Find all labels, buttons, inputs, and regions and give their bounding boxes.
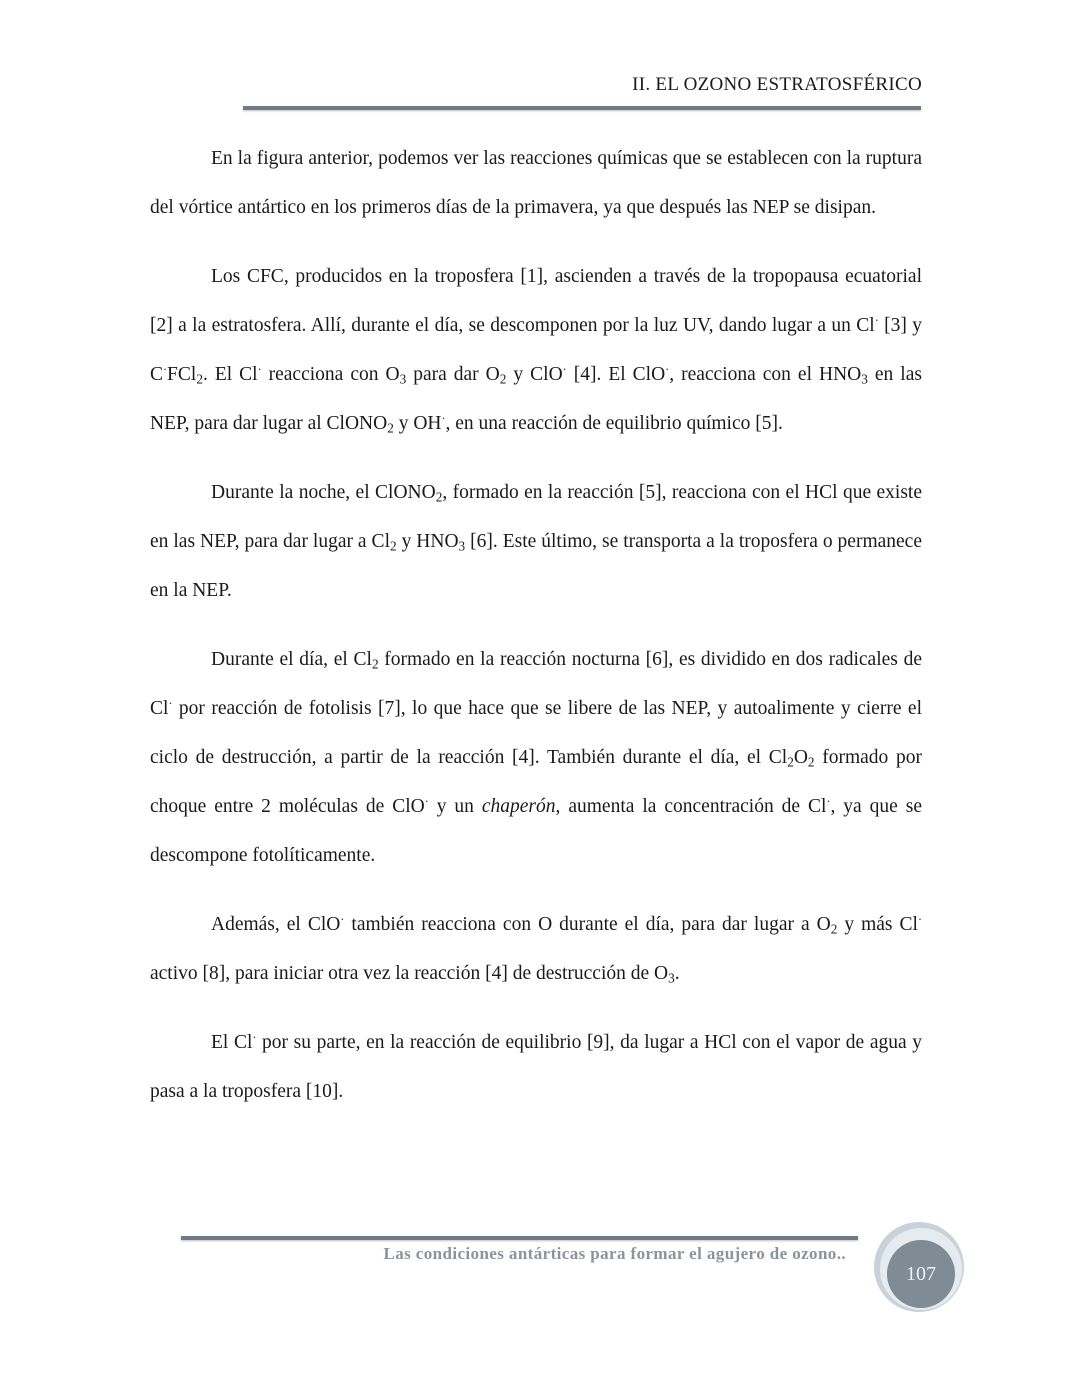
radical-dot: · [917,912,922,927]
text-run: Los CFC, producidos en la troposfera [1], ascienden a través de la tropopausa ecuatorial [2] a la estratosfera. Allí, durante el día, se descomponen por la luz UV, dando lugar a un Cl [150,266,922,336]
radical-dot: · [163,362,168,377]
paragraph [150,1018,922,1116]
radical-dot: · [441,411,446,426]
text-run: [6]. Este último, se transporta a la troposfera o permanece en la NEP. [150,531,922,601]
italic-term: chaperón [481,796,556,817]
text-run: y más Cl [837,914,918,935]
text-run: Además, el ClO [211,914,341,935]
text-run: En la figura anterior, podemos ver las reacciones químicas que se establecen con la ruptura del vórtice antártico en los primeros días de la primavera, ya que después las NEP se disipan. [150,148,922,218]
radical-dot: · [562,362,567,377]
subscript: 3 [399,371,407,387]
paragraph [150,468,922,615]
paragraph [150,635,922,880]
text-run: , formado en la reacción [5], reacciona con el HCl que existe en las NEP, para dar lugar a Cl [150,482,922,552]
subscript: 2 [371,656,379,672]
text-run: formado en la reacción nocturna [6], es dividido en dos radicales de Cl [150,649,922,719]
text-run: para dar O [406,364,500,385]
text-run: por reacción de fotolisis [7], lo que hace que se libere de las NEP, y autoalimente y cierre el ciclo de destrucción, a partir de la reacción [4]. También durante el día, el Cl [150,698,922,768]
running-header: II. EL OZONO ESTRATOSFÉRICO [632,74,922,95]
text-run: y HNO [396,531,459,552]
radical-dot: · [257,362,262,377]
header-divider [243,106,921,110]
text-run: . El Cl [202,364,258,385]
text-run: [4]. El ClO [566,364,666,385]
subscript: 2 [387,420,394,436]
footer-divider [181,1236,858,1240]
text-run: en las NEP, para dar lugar al ClONO [150,364,922,434]
text-run: Durante la noche, el ClONO [211,482,436,503]
paragraph [150,900,922,998]
subscript: 2 [807,754,815,770]
text-run: , ya que se descompone fotolíticamente. [150,796,923,866]
radical-dot: · [826,794,831,809]
paragraph [150,252,922,448]
text-run: y OH [393,413,442,434]
subscript: 3 [668,970,675,986]
text-run: El Cl [211,1032,253,1053]
page-number: 107 [887,1240,955,1308]
text-run: FCl [167,364,197,385]
radical-dot: · [168,696,173,711]
subscript: 2 [787,754,794,770]
subscript: 2 [196,371,203,387]
text-run: O [793,747,808,768]
text-run: [3] y C [150,315,922,385]
text-run: , en una reacción de equilibrio químico [5]. [445,413,783,434]
text-run: por su parte, en la reacción de equilibrio [9], da lugar a HCl con el vapor de agua y pasa a la troposfera [10]. [150,1032,923,1102]
subscript: 2 [435,489,443,505]
subscript: 2 [389,538,397,554]
subscript: 2 [499,371,507,387]
radical-dot: · [340,912,345,927]
text-run: activo [8], para iniciar otra vez la reacción [4] de destrucción de O [150,963,669,984]
text-run: y ClO [506,364,563,385]
running-footer: Las condiciones antárticas para formar el agujero de ozono.. [383,1244,846,1263]
text-run: y un [428,796,482,817]
radical-dot: · [874,313,879,328]
radical-dot: · [252,1030,257,1045]
text-run: , reacciona con el HNO [669,364,862,385]
subscript: 2 [830,921,838,937]
text-run: Durante el día, el Cl [211,649,372,670]
subscript: 3 [861,371,868,387]
subscript: 3 [458,538,466,554]
text-run: . [674,963,680,984]
radical-dot: · [665,362,670,377]
radical-dot: · [424,794,429,809]
paragraph [150,134,922,232]
body-text [150,134,922,1136]
text-run: reacciona con O [261,364,400,385]
text-run: , aumenta la concentración de Cl [555,796,827,817]
text-run: formado por choque entre 2 moléculas de ClO [150,747,922,817]
text-run: también reacciona con O durante el día, para dar lugar a O [344,914,831,935]
